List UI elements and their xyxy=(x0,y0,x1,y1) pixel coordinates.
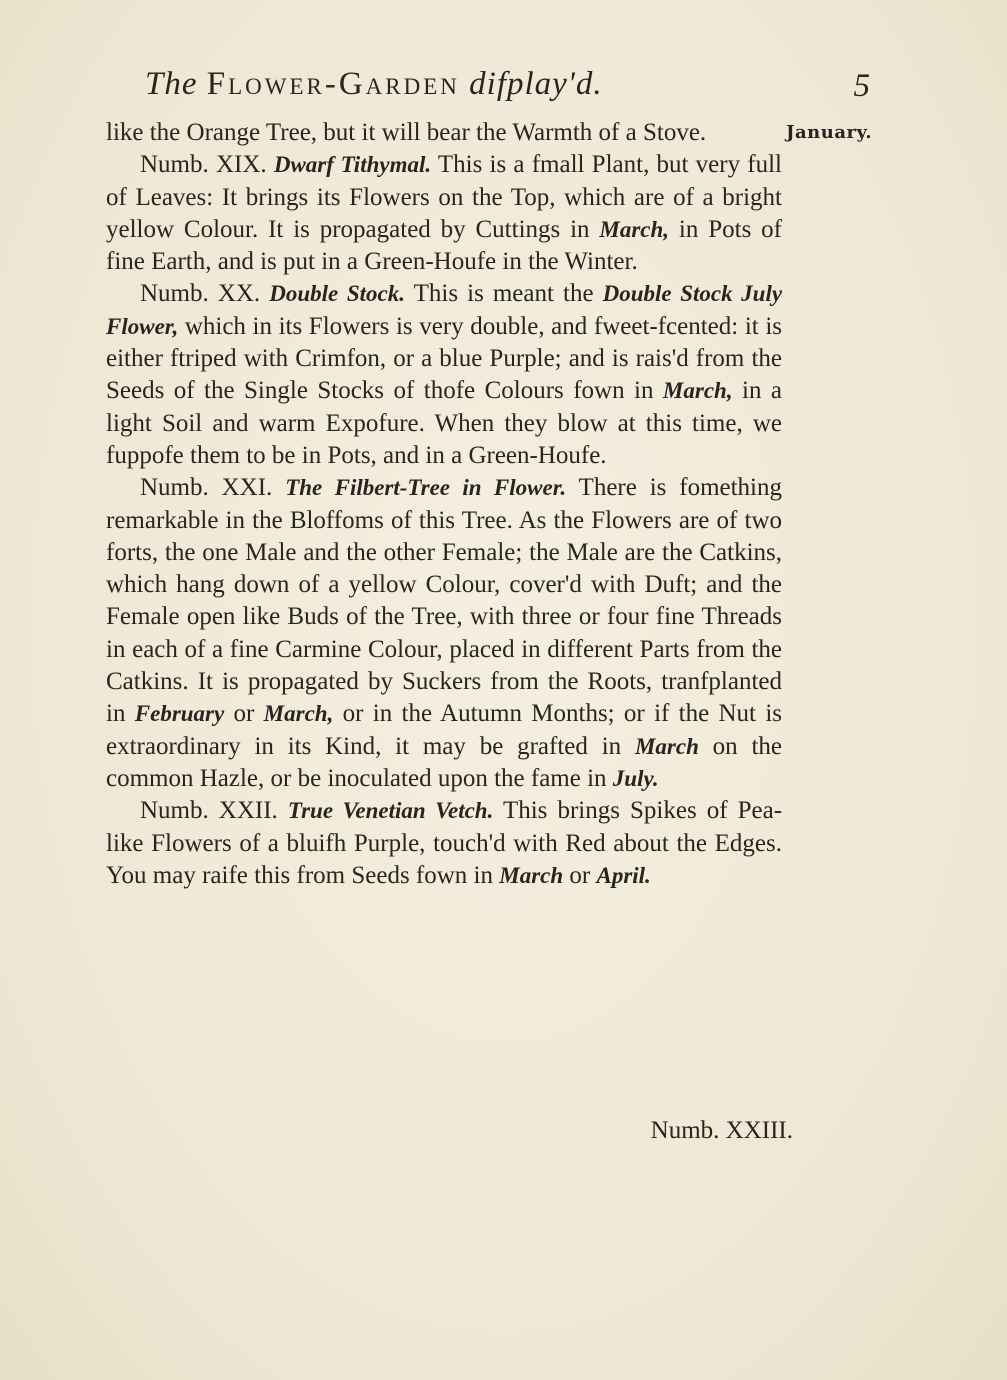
month-name: March, xyxy=(263,701,334,727)
paragraph-numb-xx xyxy=(106,278,782,472)
margin-month-note: January. xyxy=(786,122,873,143)
title-word-displayd: difplay'd. xyxy=(469,66,603,102)
month-name: July. xyxy=(612,765,659,791)
entry-text: which in its Flowers is very double, and fweet-fcented: it is either ftriped with Crimfon, or a blue Purple; and is rais'd from the Seeds of the Single Stocks of thofe Colours fown in xyxy=(106,312,782,405)
entry-text: or xyxy=(233,700,255,728)
paragraph-continuation: like the Orange Tree, but it will bear the Warmth of a Stove. xyxy=(106,119,707,146)
paragraph-numb-xix xyxy=(106,149,782,278)
page-number: 5 xyxy=(853,68,870,104)
entry-number: Numb. XIX. xyxy=(140,151,267,179)
paragraph-numb-xxi xyxy=(106,472,782,795)
body-text xyxy=(106,117,782,892)
entry-text: This is meant the xyxy=(413,280,594,308)
entry-text: This brings Spikes of Pea-like Flowers of a bluifh Purple, touch'd with Red about the Edges. You may raife this from Seeds fown in xyxy=(106,797,783,889)
plant-name-full: Double Stock July Flower, xyxy=(106,281,783,339)
paragraph-numb-xxii xyxy=(106,795,782,892)
catchword: Numb. XXIII. xyxy=(650,1117,793,1144)
plant-name: Double Stock. xyxy=(269,281,405,307)
month-name: March xyxy=(634,733,699,759)
entry-number: Numb. XXI. xyxy=(140,474,273,502)
running-header xyxy=(145,66,890,110)
entry-text: on the common Hazle, or be inoculated upon the fame in xyxy=(106,732,783,792)
entry-text: or in the Autumn Months; or if the Nut is extraordinary in its Kind, it may be grafted in xyxy=(106,700,782,760)
entry-text: in a light Soil and warm Expofure. When they blow at this time, we fuppofe them to be in Pots, and in a Green-Houfe. xyxy=(106,377,783,469)
month-name: March, xyxy=(662,378,733,404)
running-title xyxy=(145,66,603,103)
entry-text: in Pots of fine Earth, and is put in a Green-Houfe in the Winter. xyxy=(106,215,782,276)
entry-number: Numb. XXII. xyxy=(140,797,278,825)
month-name: March xyxy=(499,862,564,888)
month-name: March, xyxy=(599,216,670,242)
entry-text: There is fomething remarkable in the Bloffoms of this Tree. As the Flowers are of two forts, the one Male and the other Female; the Male are the Catkins, which hang down of a yellow Colour, cover'd with Duft; and the Female open like Buds of the Tree, with three or four fine Threads in each of a fine Carmine Colour, placed in different Parts from the Catkins. It is propagated by Suckers from the Roots, tranfplanted in xyxy=(106,474,782,728)
month-name: February xyxy=(134,701,225,727)
entry-text: This is a fmall Plant, but very full of Leaves: It brings its Flowers on the Top, which are of a bright yellow Colour. It is propagated by Cuttings in xyxy=(106,151,783,243)
entry-text: or xyxy=(569,861,591,889)
entry-number: Numb. XX. xyxy=(140,280,261,308)
plant-name: True Venetian Vetch. xyxy=(287,798,494,824)
plant-name: Dwarf Tithymal. xyxy=(273,152,432,178)
title-word-flower-garden: Flower-Garden xyxy=(206,66,460,102)
title-word-the: The xyxy=(145,66,198,102)
month-name: April. xyxy=(596,862,651,888)
plant-name: The Filbert-Tree in Flower. xyxy=(285,475,567,501)
